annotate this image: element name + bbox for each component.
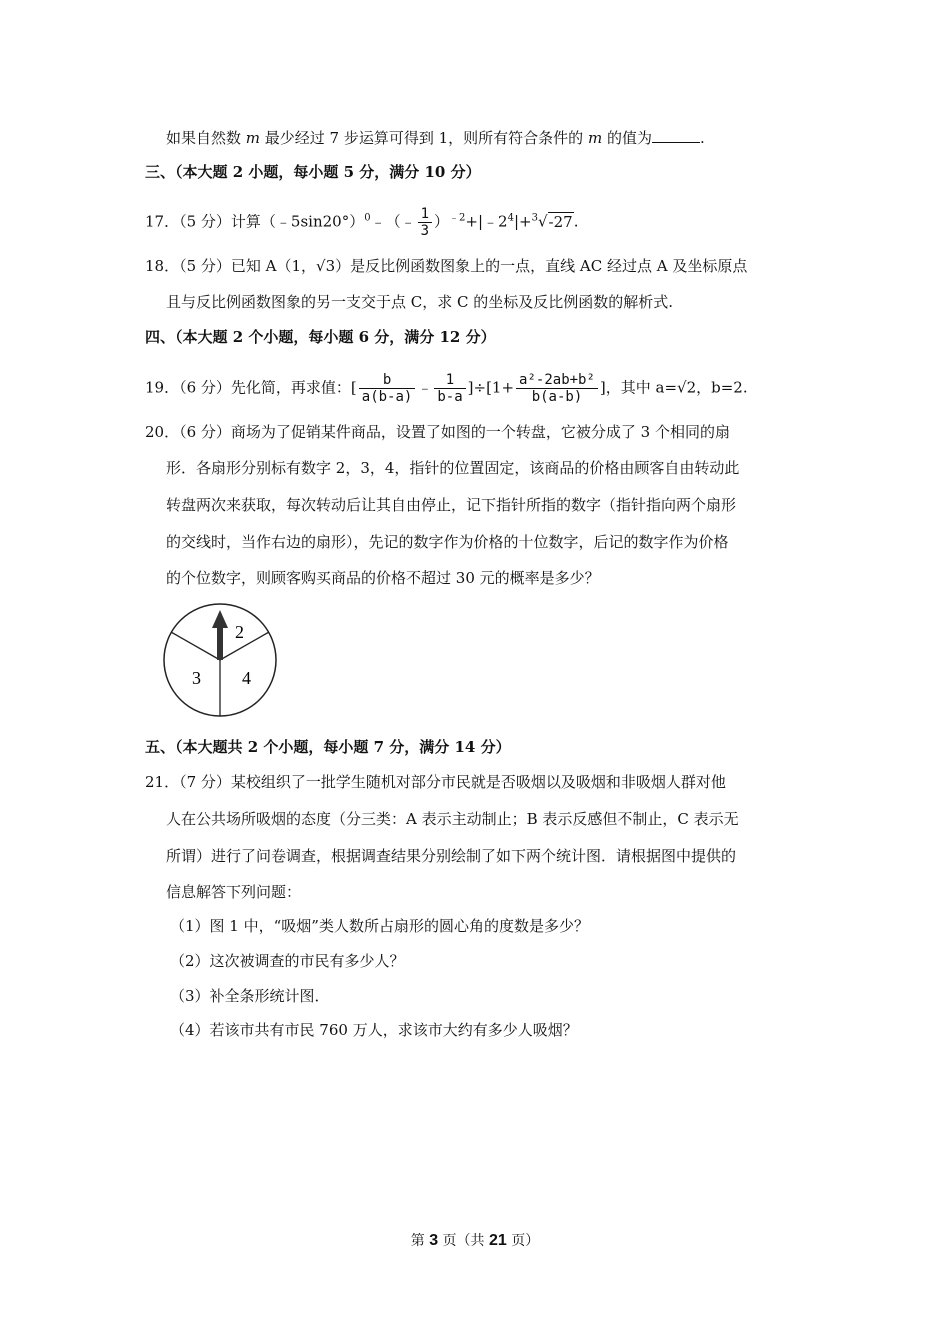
- question-18-line2: 且与反比例函数图象的另一支交于点 C，求 C 的坐标及反比例函数的解析式.: [166, 293, 674, 311]
- sub-question-4: （4）若该市共有市民 760 万人，求该市大约有多少人吸烟？: [170, 1021, 578, 1039]
- sector-label-3: 3: [192, 668, 201, 688]
- answer-blank: [652, 142, 700, 143]
- question-21-line: 信息解答下列问题：: [166, 883, 302, 901]
- q16-continuation: 如果自然数 m 最少经过 7 步运算可得到 1，则所有符合条件的 m 的值为 .: [166, 129, 705, 147]
- question-19: 19．（6 分）先化简，再求值：[ $\frac{b}{a(b-a)}$ ﹣ $\frac{1}{b-a}$ ]÷[1+ $\frac{\text{a²-2ab+b²}}{b(a-b)}$ ]，其中 a=√2，b=2.: [145, 372, 748, 405]
- section-4-title: 四、（本大题 2 个小题，每小题 6 分，满分 12 分）: [145, 328, 496, 346]
- question-21-line: 所谓）进行了问卷调查，根据调查结果分别绘制了如下两个统计图．请根据图中提供的: [166, 847, 737, 865]
- question-17: 17．（5 分）计算（﹣5sin20°）$^0$﹣（﹣ $\frac{1}{3}$ ）$^{﹣2}+|﹣2^4|+^3√-27$.: [145, 206, 579, 239]
- sector-divider: [171, 632, 220, 660]
- sector-divider: [220, 632, 269, 660]
- sector-label-2: 2: [235, 622, 244, 642]
- sub-question-2: （2）这次被调查的市民有多少人？: [170, 952, 405, 970]
- question-20-line: 形．各扇形分别标有数字 2，3，4，指针的位置固定，该商品的价格由顾客自由转动此: [166, 459, 740, 477]
- spinner-figure: [160, 598, 280, 722]
- question-21: 21．（7 分）某校组织了一批学生随机对部分市民就是否吸烟以及吸烟和非吸烟人群对他: [145, 773, 726, 791]
- pointer-arrow-shaft: [217, 624, 223, 660]
- section-3-title: 三、（本大题 2 小题，每小题 5 分，满分 10 分）: [145, 163, 481, 181]
- sub-question-3: （3）补全条形统计图．: [170, 987, 330, 1005]
- question-20-line: 的个位数字，则顾客购买商品的价格不超过 30 元的概率是多少？: [166, 569, 600, 587]
- question-20-line: 的交线时，当作右边的扇形），先记的数字作为价格的十位数字，后记的数字作为价格: [166, 533, 729, 551]
- sub-question-1: （1）图 1 中，“吸烟”类人数所占扇形的圆心角的度数是多少？: [170, 917, 589, 935]
- sector-label-4: 4: [242, 668, 251, 688]
- pointer-arrow-icon: [212, 610, 228, 628]
- page-footer: 第 3 页（共 21 页）: [410, 1232, 540, 1249]
- section-5-title: 五、（本大题共 2 个小题，每小题 7 分，满分 14 分）: [145, 738, 511, 756]
- question-21-line: 人在公共场所吸烟的态度（分三类：A 表示主动制止；B 表示反感但不制止，C 表示无: [166, 810, 739, 828]
- question-20-line: 转盘两次来获取，每次转动后让其自由停止，记下指针所指的数字（指针指向两个扇形: [166, 496, 737, 514]
- question-20: 20．（6 分）商场为了促销某件商品，设置了如图的一个转盘，它被分成了 3 个相同的扇: [145, 423, 730, 441]
- question-18: 18．（5 分）已知 A（1，√3）是反比例函数图象上的一点，直线 AC 经过点 A 及坐标原点: [145, 257, 748, 275]
